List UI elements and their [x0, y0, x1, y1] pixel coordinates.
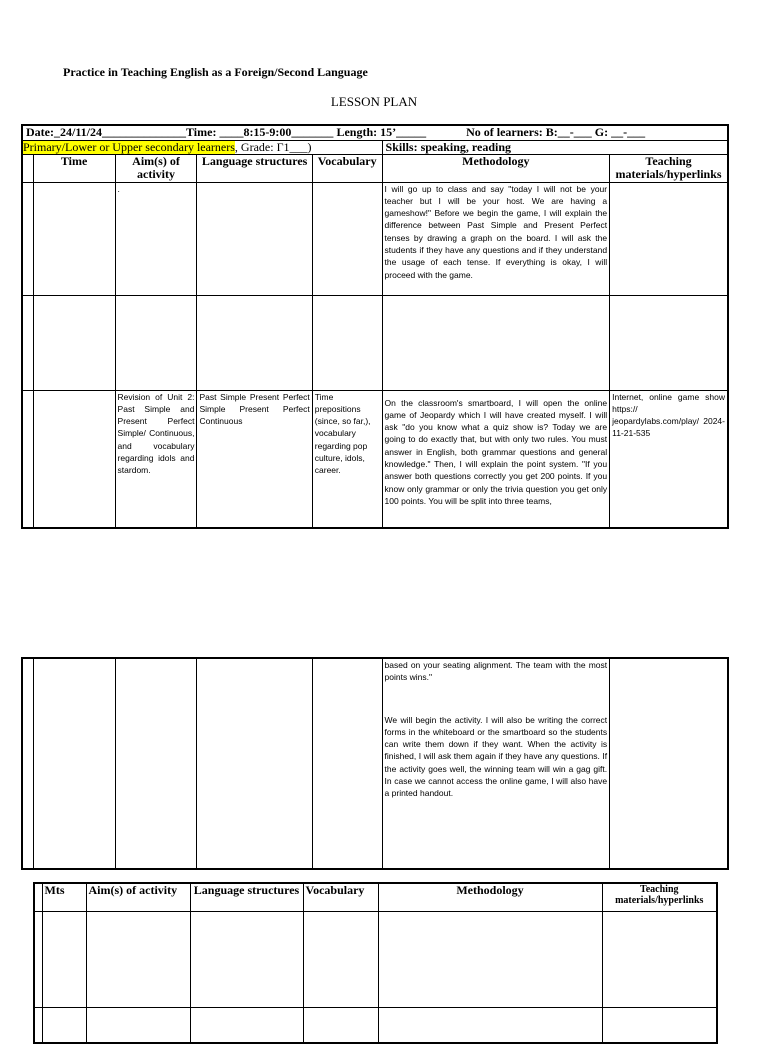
continued-methodology	[382, 658, 610, 869]
date-field: Date:_24/11/24______________	[26, 125, 186, 139]
table-row	[34, 911, 717, 1007]
row3-language: Past Simple Present Perfect Simple Present Perfect Continuous	[197, 390, 312, 528]
col-vocabulary: Vocabulary	[312, 154, 382, 182]
col2-mts: Mts	[42, 883, 86, 911]
row1-aims: .	[115, 182, 197, 295]
lesson-plan-table	[21, 124, 729, 529]
table-row	[34, 1007, 717, 1043]
col-materials: Teaching materials/hyperlinks	[610, 154, 728, 182]
second-lesson-table	[33, 882, 718, 1044]
level-cell	[22, 140, 382, 154]
table-row	[22, 295, 728, 390]
col-language: Language structures	[197, 154, 312, 182]
spacer-header	[34, 883, 42, 911]
col2-methodology: Methodology	[378, 883, 602, 911]
col2-language: Language structures	[190, 883, 303, 911]
col-methodology: Methodology	[382, 154, 610, 182]
row3-aims: Revision of Unit 2: Past Simple and Present Perfect Simple/ Continuous, and vocabulary regarding idols and stardom.	[115, 390, 197, 528]
row3-vocabulary: Time prepositions (since, so far,), vocabulary regarding pop culture, idols, career.	[312, 390, 382, 528]
time-field: Time: ____8:15-9:00_______	[186, 125, 334, 139]
col-aims: Aim(s) of activity	[115, 154, 197, 182]
col2-vocabulary: Vocabulary	[303, 883, 378, 911]
row3-materials: Internet, online game show https:// jeopardylabs.com/play/ 2024-11-21-535	[610, 390, 728, 528]
skills-field: Skills: speaking, reading	[382, 140, 728, 154]
table-row	[22, 182, 728, 295]
row3-methodology: On the classroom's smartboard, I will open the online game of Jeopardy which I will have created myself. I will ask "do you know what a quiz show is? Today we are going to do exactly that, but with only two rules. You must answer in English, both grammar questions and general knowledge." Then, I will explain the point system. "If you answer both questions correctly you get 200 points. If you know only grammar or only the trivia question you get only 100 points. You will be split into three teams,	[382, 390, 610, 528]
col2-aims: Aim(s) of activity	[86, 883, 190, 911]
learners-field: No of learners: B:__-___ G: __-___	[466, 125, 646, 139]
col2-materials: Teaching materials/hyperlinks	[602, 883, 717, 911]
lesson-plan-title: LESSON PLAN	[330, 94, 418, 109]
info-row	[22, 125, 728, 140]
lesson-plan-table-continued	[21, 657, 729, 870]
col-time: Time	[33, 154, 115, 182]
row1-methodology: I will go up to class and say "today I will not be your teacher but I will be your host. We are having a gameshow!" Before we begin the game, I will explain the difference between Past Simple and Present Perfect tenses by drawing a graph on the board. I will ask the students if they have any questions and if they understand the usage of each tense. If everything is okay, I will proceed with the game.	[382, 182, 610, 295]
length-field: Length: 15’_____	[336, 125, 427, 139]
methodology-part-1: based on your seating alignment. The team with the most points wins."	[384, 660, 608, 683]
course-title: Practice in Teaching English as a Foreign/Second Language	[63, 65, 368, 79]
table-row	[22, 390, 728, 528]
spacer-header	[22, 154, 33, 182]
methodology-part-2: We will begin the activity. I will also be writing the correct forms in the whiteboard or the smartboard so the students can write them down if they want. When the activity is finished, I will ask them again if they have any questions. If the activity goes well, the winning team will win a gag gift. In case we cannot access the online game, I will also have a printed handout.	[384, 714, 608, 799]
table-row	[22, 658, 728, 869]
grade-field: , Grade: Γ1___)	[234, 140, 312, 154]
level-highlight: Primary/Lower or Upper secondary learners	[23, 140, 235, 154]
